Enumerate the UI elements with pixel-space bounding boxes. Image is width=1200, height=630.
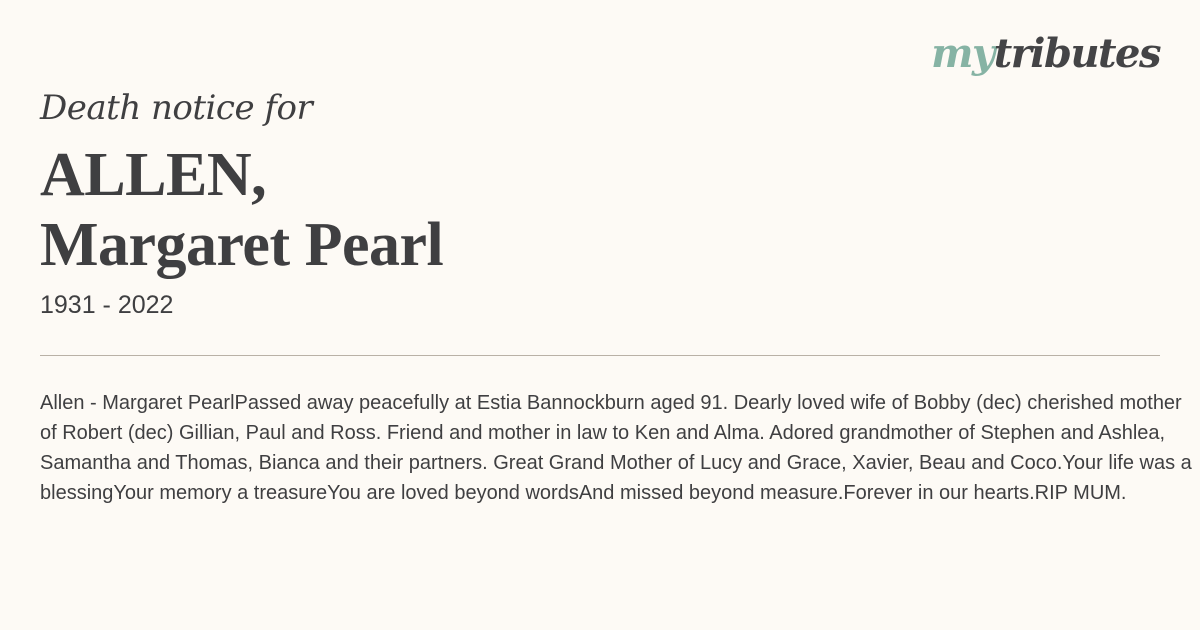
mytributes-logo: [931, 30, 1160, 77]
divider: [40, 355, 1160, 356]
logo-tributes: tributes: [993, 30, 1160, 77]
life-years: 1931 - 2022: [40, 291, 174, 319]
deceased-given-names: Margaret Pearl: [40, 211, 444, 279]
notice-text: Allen - Margaret PearlPassed away peacefully at Estia Bannockburn aged 91. Dearly loved wife of Bobby (dec) cherished mother of Robert (dec) Gillian, Paul and Ross. Friend and mother in law to Ken and Alma. Adored grandmother of Stephen and Ashlea, Samantha and Thomas, Bianca and their partners. Great Grand Mother of Lucy and Grace, Xavier, Beau and Coco.Your life was a blessingYour memory a treasureYou are loved beyond wordsAnd missed beyond measure.Forever in our hearts.RIP MUM.: [40, 392, 1192, 504]
deceased-surname: ALLEN,: [40, 141, 267, 209]
notice-intro: Death notice for: [40, 88, 313, 128]
logo-my: my: [931, 30, 994, 77]
deceased-name: [40, 140, 443, 280]
